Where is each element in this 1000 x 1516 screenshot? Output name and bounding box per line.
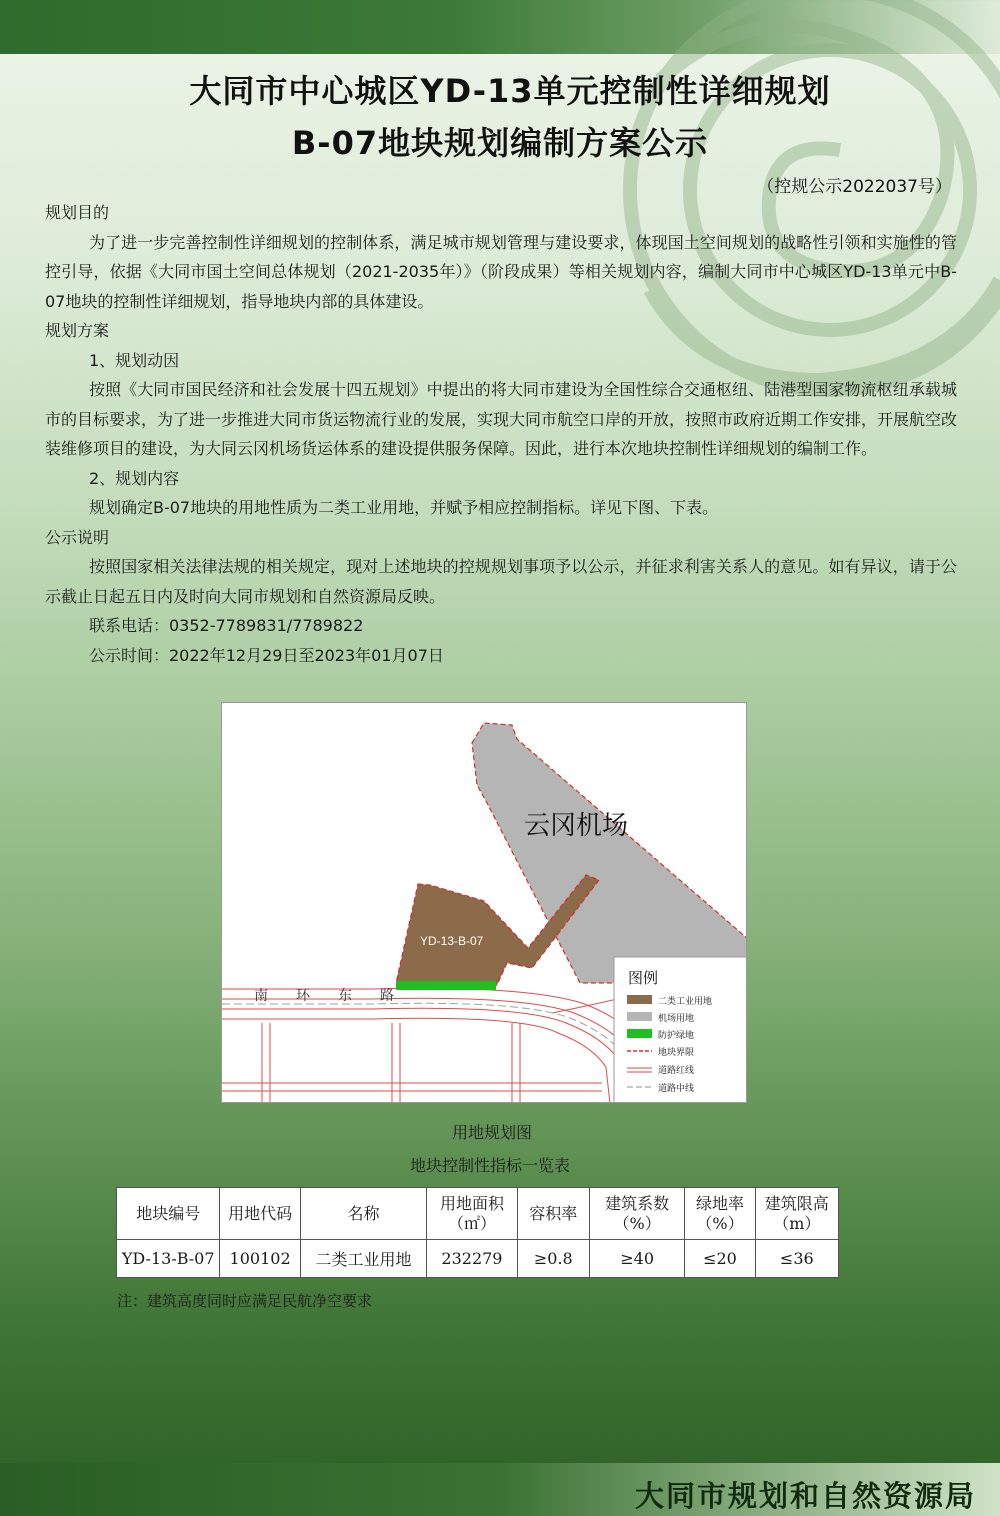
airport-label: 云冈机场 [524,811,629,841]
legend-label: 道路红线 [658,1066,695,1076]
content-heading: 2、规划内容 [89,468,180,488]
plan-heading: 规划方案 [45,321,110,340]
page-title: 大同市中心城区YD-13单元控制性详细规划 [189,72,831,110]
notice-heading: 公示说明 [45,527,110,547]
table-cell: ≤20 [685,1240,755,1278]
parcel-label: YD-13-B-07 [420,934,484,948]
purpose-heading: 规划目的 [45,203,110,222]
table-cell: 100102 [220,1240,300,1278]
contact-phone: 联系电话：0352-7789831/7789822 [89,616,364,635]
table-note: 注：建筑高度同时应满足民航净空要求 [117,1292,373,1310]
header-cell: 用地面积 （㎡） [427,1188,517,1240]
issuing-organization: 大同市规划和自然资源局 [634,1479,976,1513]
header-cell: 绿地率 （%） [685,1188,755,1240]
content-text: 规划确定B-07地块的用地性质为二类工业用地，并赋予相应控制指标。详见下图、下表。 [89,498,719,517]
notice-period: 公示时间：2022年12月29日至2023年01月07日 [89,645,444,665]
legend-label: 二类工业用地 [658,997,713,1007]
table-cell: YD-13-B-07 [117,1240,220,1278]
legend-label: 地块界限 [658,1048,695,1058]
header-cell: 建筑系数 （%） [589,1188,684,1240]
table-title: 地块控制性指标一览表 [409,1156,570,1175]
legend-label: 机场用地 [658,1014,695,1024]
map-legend [614,957,747,1103]
table-cell: ≤36 [755,1240,838,1278]
legend-label: 防护绿地 [658,1031,695,1041]
table-cell: ≥0.8 [517,1240,589,1278]
land-use-map [221,702,747,1103]
map-caption: 用地规划图 [451,1123,532,1142]
header-cell: 容积率 [517,1188,589,1240]
purpose-text: 为了进一步完善控制性详细规划的控制体系，满足城市规划管理与建设要求，体现国土空间规划的战略性引领和实施性的管控引导，依据《大同市国土空间总体规划（2021-2035年）》（阶段成果）等相关规划内容，编制大同市中心城区YD-13单元中B-07地块的控制性详细规划，指导地块内部的具体建设。 [45,232,957,311]
table-header-row [117,1188,839,1240]
page-subtitle: B-07地块规划编制方案公示 [291,124,709,162]
header-cell: 用地代码 [220,1188,300,1240]
table-row [117,1240,839,1278]
legend-title: 图例 [628,969,659,987]
notice-text: 按照国家相关法律法规的相关规定，现对上述地块的控规规划事项予以公示，并征求利害关系人的意见。如有异议，请于公示截止日起五日内及时向大同市规划和自然资源局反映。 [45,557,957,606]
table-cell: 232279 [427,1240,517,1278]
table-cell: ≥40 [589,1240,684,1278]
header-cell: 建筑限高 （m） [755,1188,838,1240]
table-cell: 二类工业用地 [300,1240,427,1278]
document-number: （控规公示2022037号） [757,177,952,197]
motive-heading: 1、规划动因 [89,350,180,370]
road-label: 南 环 东 路 [254,988,394,1004]
control-index-table [116,1187,839,1278]
legend-label: 道路中线 [658,1084,695,1094]
protective-green [396,981,496,990]
header-cell: 地块编号 [117,1188,220,1240]
notice-body [45,198,957,670]
header-cell: 名称 [300,1188,427,1240]
motive-text: 按照《大同市国民经济和社会发展十四五规划》中提出的将大同市建设为全国性综合交通枢纽、陆港型国家物流枢纽承载城市的目标要求，为了进一步推进大同市货运物流行业的发展，实现大同市航空口岸的开放，按照市政府近期工作安排，开展航空改装维修项目的建设，为大同云冈机场货运体系的建设提供服务保障。因此，进行本次地块控制性详细规划的编制工作。 [45,380,958,458]
map-drawing [222,703,747,1103]
